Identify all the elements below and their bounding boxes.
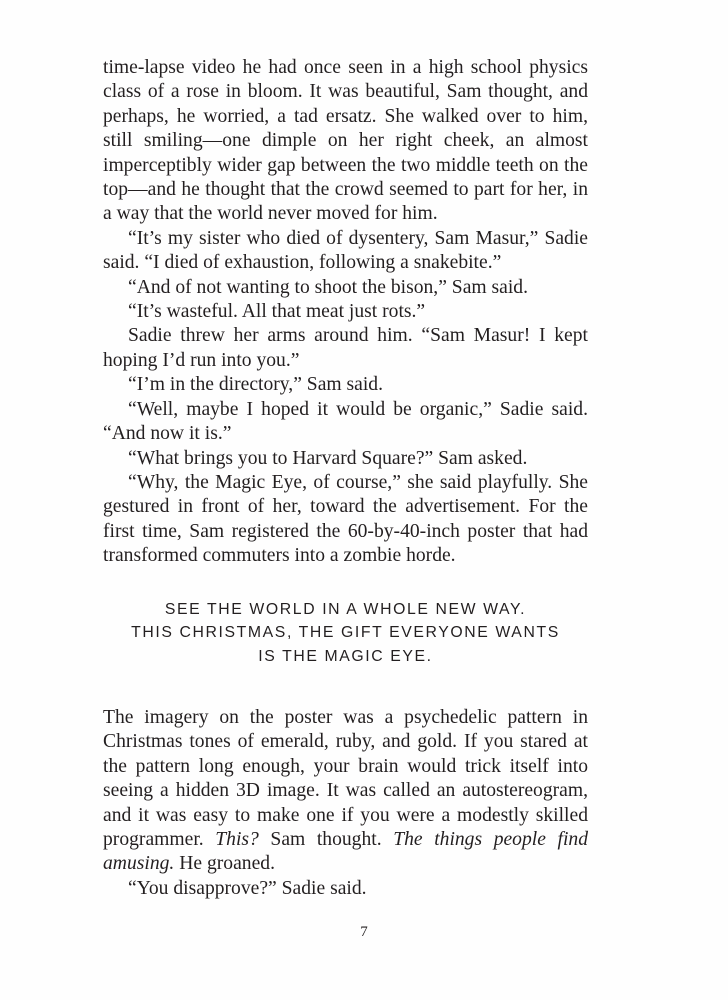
paragraph: “It’s wasteful. All that meat just rots.” (128, 301, 426, 323)
paragraph: “What brings you to Harvard Square?” Sam asked. (128, 447, 528, 469)
body-text-top (103, 56, 588, 569)
paragraph-text: The imagery on the poster was a psychedelic pattern in Christmas tones of emerald, ruby, and gold. If you stared at the pattern long enough, your brain would trick itself into seeing a hidden 3D image. It was called an autostereogram, and it was easy to make one if you were a modestly skilled programmer. (103, 707, 588, 851)
page-number: 7 (360, 924, 368, 940)
italic-text: The things people find amusing. (103, 829, 588, 875)
poster-line: IS THE MAGIC EYE. (258, 647, 433, 665)
paragraph: “It’s my sister who died of dysentery, Sam Masur,” Sadie said. “I died of exhaustion, following a snakebite.” (103, 227, 588, 274)
poster-text (103, 598, 588, 668)
paragraph: “You disapprove?” Sadie said. (128, 877, 367, 899)
paragraph (103, 706, 588, 877)
paragraph-text: Sam thought. (270, 829, 382, 851)
paragraph: “I’m in the directory,” Sam said. (128, 374, 383, 396)
body-text-bottom (103, 706, 588, 901)
paragraph: “Why, the Magic Eye, of course,” she said playfully. She gestured in front of her, toward the advertisement. For the first time, Sam registered the 60-by-40-inch poster that had transformed commuters into a zombie horde. (103, 471, 588, 567)
paragraph: “Well, maybe I hoped it would be organic,” Sadie said. “And now it is.” (103, 398, 588, 445)
poster-line: THIS CHRISTMAS, THE GIFT EVERYONE WANTS (131, 624, 560, 642)
paragraph: “And of not wanting to shoot the bison,” Sam said. (128, 276, 528, 298)
paragraph-text: He groaned. (179, 853, 275, 875)
paragraph: time-lapse video he had once seen in a high school physics class of a rose in bloom. It was beautiful, Sam thought, and perhaps, he worried, a tad ersatz. She walked over to him, still smiling—one dimple on her right cheek, an almost imperceptibly wider gap between the two middle teeth on the top—and he thought that the crowd seemed to part for her, in a way that the world never moved for him. (103, 57, 588, 225)
italic-text: This? (215, 829, 259, 851)
paragraph: Sadie threw her arms around him. “Sam Masur! I kept hoping I’d run into you.” (103, 325, 588, 371)
poster-line: SEE THE WORLD IN A WHOLE NEW WAY. (164, 601, 527, 618)
